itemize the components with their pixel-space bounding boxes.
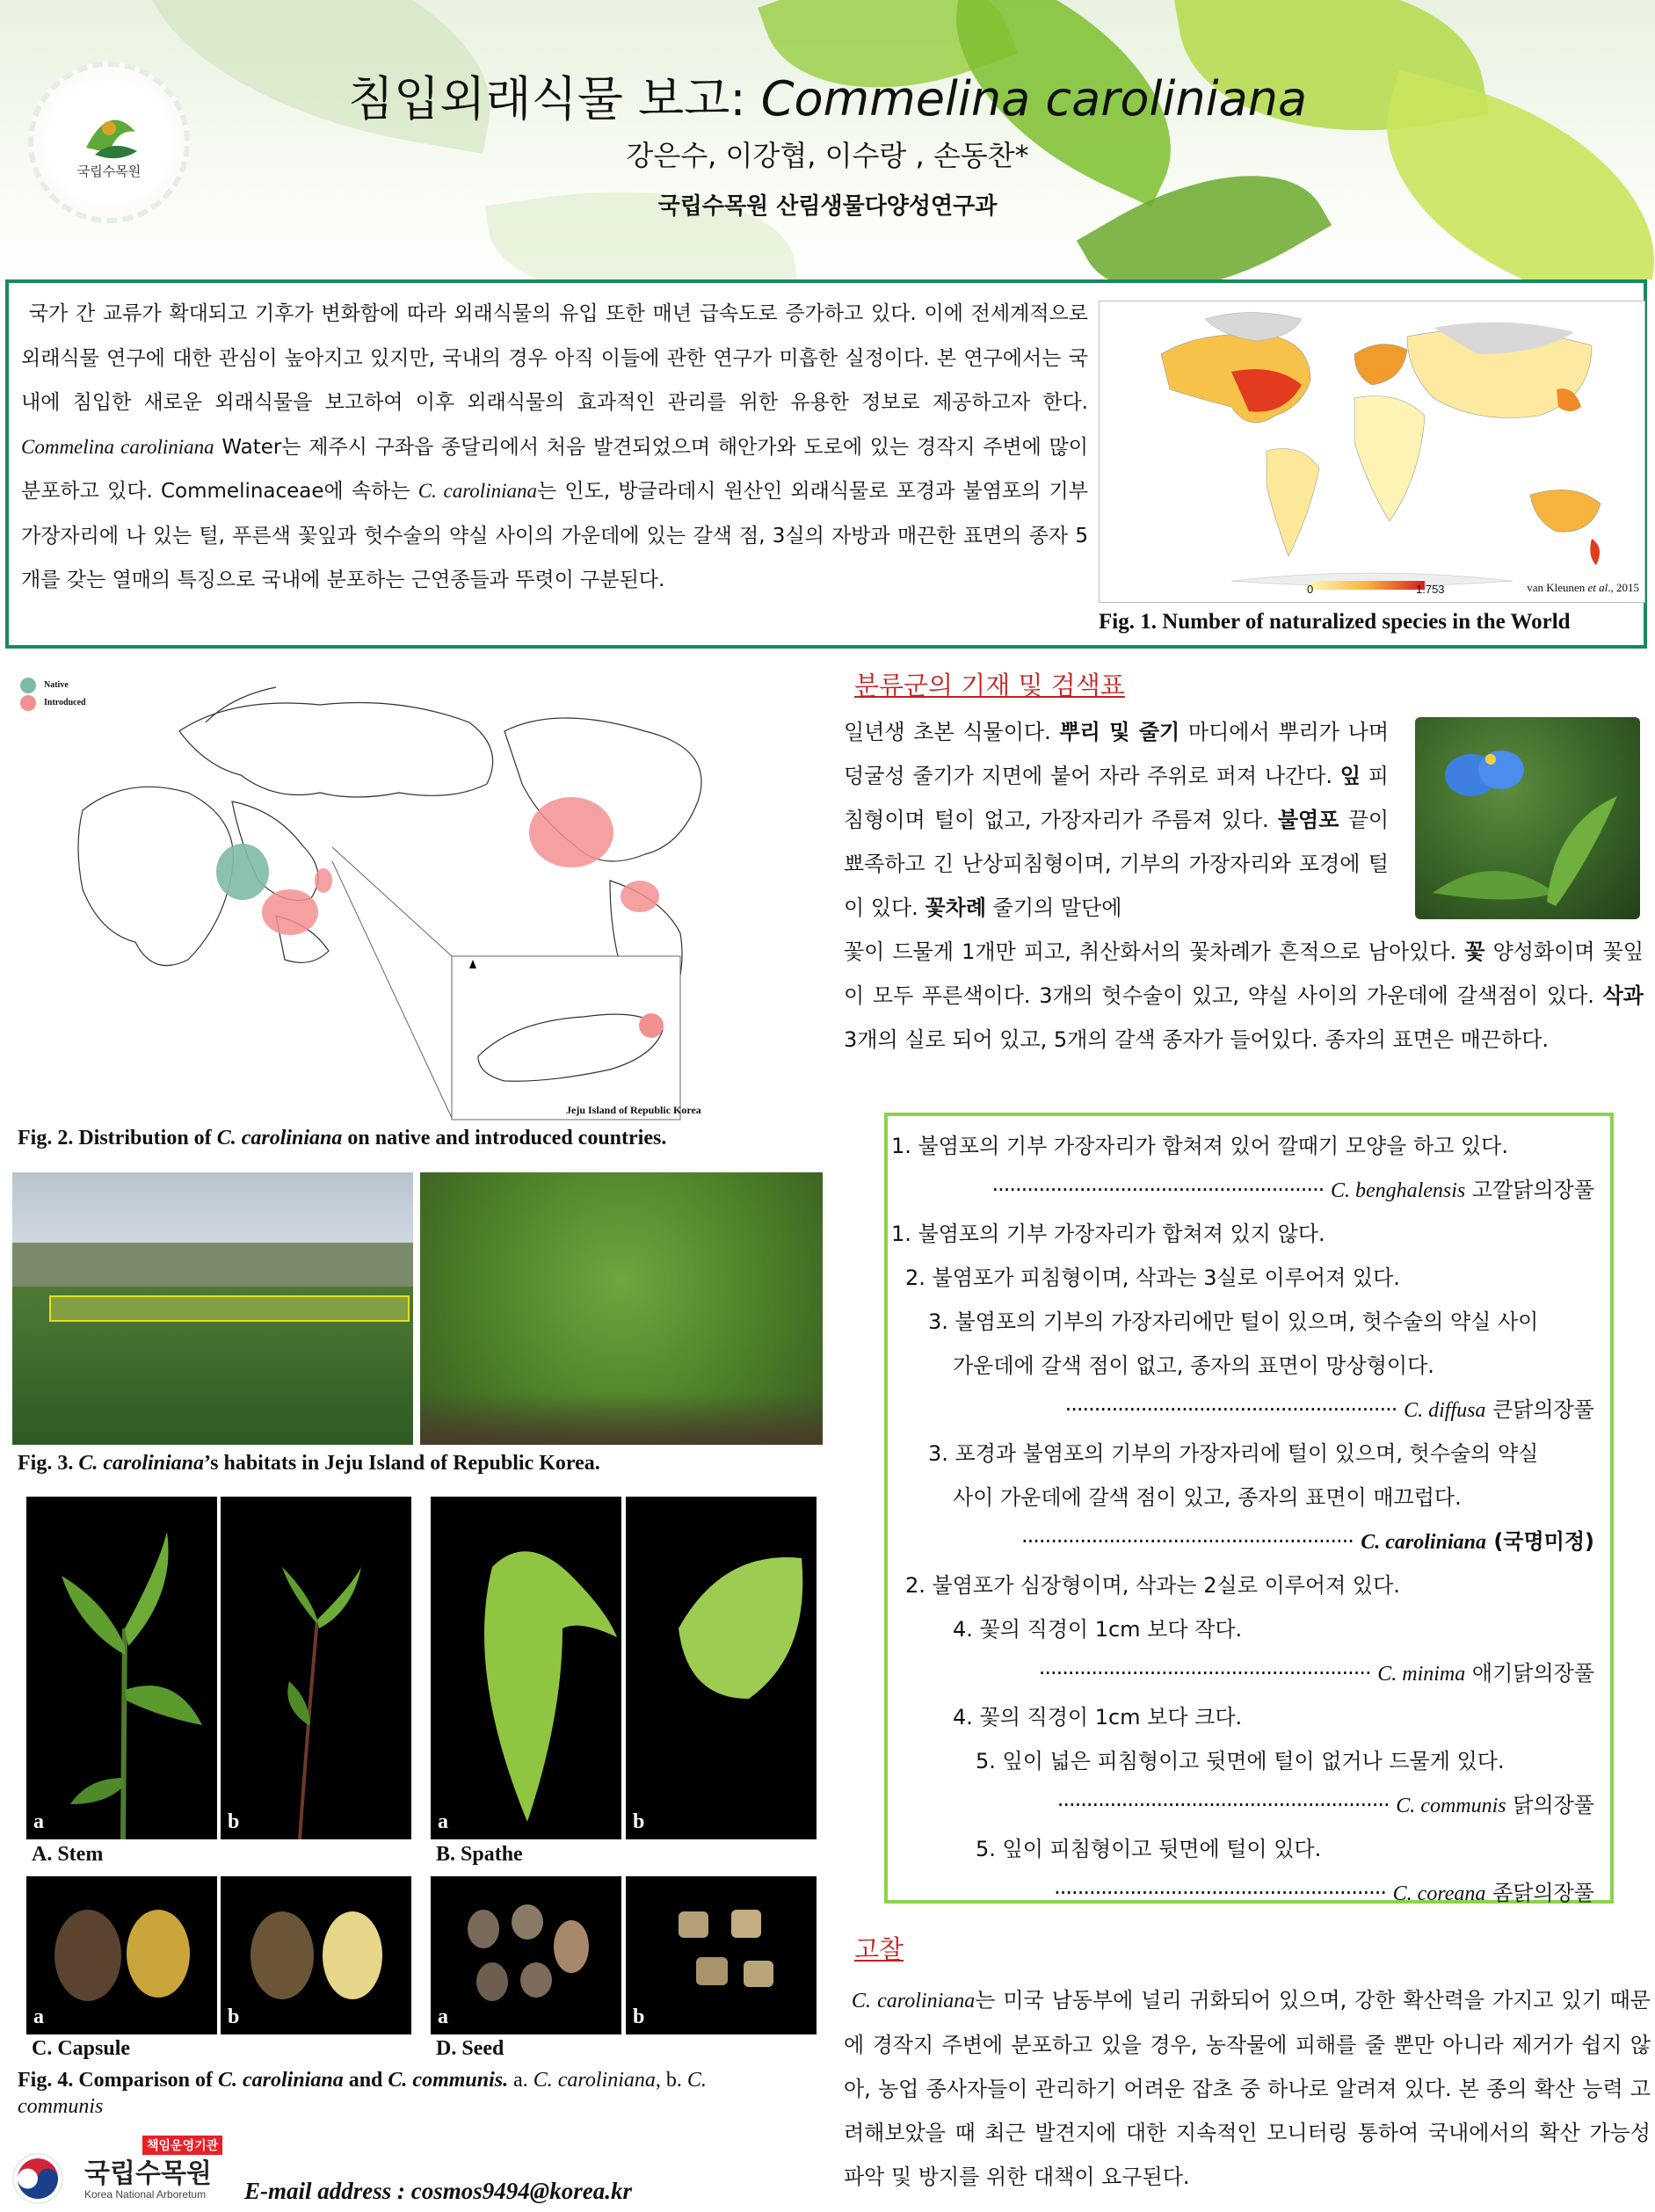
- desc-part: 줄기의 말단에: [986, 896, 1122, 920]
- key-line: 4. 꽃의 직경이 1cm 보다 작다.: [953, 1617, 1243, 1642]
- identification-key: [884, 1113, 1614, 1904]
- seed-b-drawing: [626, 1876, 817, 2034]
- leader-dots: ·························································: [1038, 1661, 1371, 1686]
- title-species: Commelina caroliniana: [760, 71, 1308, 127]
- desc-part: 양성화이며 꽃잎이 모두 푸른색이다. 3개의 헛수술이 있고, 약실 사이의 가운데에 갈색점이 있다.: [844, 939, 1644, 1008]
- scale-max: 1.753: [1416, 583, 1445, 596]
- contact-email: E-mail address : cosmos9494@korea.kr: [244, 2178, 632, 2204]
- caption-part: ’s habitats in Jeju Island of Republic Korea.: [204, 1452, 600, 1475]
- caption-part: Fig. 3.: [18, 1452, 79, 1475]
- species-name: C. communis.: [388, 2069, 509, 2092]
- credit-part: ., 2015: [1608, 581, 1639, 594]
- key-line: 5. 잎이 넓은 피침형이고 뒷면에 털이 없거나 드물게 있다.: [976, 1749, 1505, 1773]
- species-name: C. communis: [1396, 1795, 1506, 1817]
- key-result-target: [1021, 1524, 1594, 1555]
- panel-tag-a: a: [438, 1810, 448, 1833]
- korean-name: (국명미정): [1485, 1529, 1594, 1554]
- fig1-caption: Fig. 1. Number of naturalized species in the World: [1099, 610, 1571, 634]
- species-name: C. caroliniana: [417, 480, 537, 502]
- panel-tag-a: a: [33, 1810, 44, 1833]
- legend-native: Native: [44, 680, 69, 690]
- spathe-photo-a: [431, 1497, 621, 1839]
- species-name: C. caroliniana: [218, 2069, 344, 2092]
- jeju-inset: [452, 956, 680, 1120]
- panel-tag-b: b: [228, 1810, 240, 1833]
- species-name: C. caroliniana: [851, 1990, 976, 2013]
- leader-dots: ·························································: [1054, 1881, 1387, 1905]
- taxonomy-heading: 분류군의 기재 및 검색표: [854, 671, 1125, 700]
- species-name: C. minima: [1377, 1663, 1466, 1686]
- panel-title-seed: D. Seed: [436, 2037, 504, 2060]
- seed-a-drawing: [431, 1876, 621, 2034]
- credit-part: et al: [1587, 581, 1608, 594]
- caption-part: and: [343, 2069, 388, 2092]
- inset-label: Jeju Island of Republic Korea: [566, 1104, 701, 1116]
- key-result: [1039, 1656, 1594, 1686]
- caption-part: Fig. 2. Distribution of: [18, 1127, 217, 1150]
- poster-header: [0, 0, 1655, 279]
- korean-name: 닭의장풀: [1506, 1793, 1594, 1817]
- leader-dots: ·························································: [1056, 1793, 1390, 1817]
- org-name-en: Korea National Arboretum: [84, 2188, 207, 2201]
- key-line: 가운데에 갈색 점이 없고, 종자의 표면이 망상형이다.: [953, 1353, 1434, 1378]
- authors: 강은수, 이강협, 이수랑 , 손동찬*: [626, 139, 1029, 172]
- fig2-caption: [18, 1127, 666, 1150]
- key-line: 2. 불염포가 피침형이며, 삭과는 3실로 이루어져 있다.: [905, 1266, 1400, 1290]
- capsule-photo-a: [26, 1876, 217, 2034]
- fig3-caption: [18, 1452, 600, 1476]
- panel-tag-b: b: [228, 2005, 240, 2028]
- species-name: C. communis: [18, 2069, 707, 2118]
- capsule-b-drawing: [221, 1876, 411, 2034]
- intro-part: 국가 간 교류가 확대되고 기후가 변화함에 따라 외래식물의 유입 또한 매년 급속도로 증가하고 있다. 이에 전세계적으로 외래식물 연구에 대한 관심이 높아지고 있지만, 국내의 경우 아직 이들에 관한 연구가 미흡한 실정이다. 본 연구에서는 국내에 침입한 새로운 외래식물을 보고하여 이후 외래식물의 효과적인 관리를 위한 유용한 정보로 제공하고자 한다.: [21, 302, 1088, 414]
- caption-part: , b.: [655, 2069, 687, 2092]
- caption-part: on native and introduced countries.: [342, 1127, 667, 1150]
- stem-b-drawing: [221, 1497, 411, 1839]
- habitat-highlight: [49, 1295, 410, 1322]
- taxonomy-description: [844, 710, 1389, 930]
- key-line: 2. 불염포가 심장형이며, 삭과는 2실로 이루어져 있다.: [905, 1573, 1400, 1598]
- affiliation: 국립수목원 산림생물다양성연구과: [657, 193, 998, 220]
- leader-dots: ·························································: [1064, 1397, 1397, 1422]
- intro-part: Water는 제주시 구좌읍 종달리에서 처음 발견되었으며 해안가와 도로에 있는 경작지 주변에 많이 분포하고 있다. Commelinaceae에 속하는: [21, 435, 1088, 503]
- panel-title-stem: A. Stem: [32, 1843, 104, 1866]
- key-result: [991, 1172, 1594, 1203]
- desc-part: 꽃이 드물게 1개만 피고, 취산화서의 꽃차례가 흔적으로 남아있다.: [844, 939, 1465, 964]
- species-name: C. caroliniana: [78, 1452, 205, 1475]
- korean-name: 고깔닭의장풀: [1465, 1178, 1594, 1202]
- scale-bar: [1310, 581, 1425, 590]
- key-line: 4. 꽃의 직경이 1cm 보다 크다.: [953, 1705, 1243, 1730]
- flower-photo: [1415, 717, 1640, 919]
- panel-tag-a: a: [33, 2005, 44, 2028]
- seed-photo-b: [626, 1876, 817, 2034]
- desc-keyword: 꽃: [1464, 939, 1485, 964]
- seed-photo-a: [431, 1876, 621, 2034]
- korea-emblem-icon: [9, 2150, 67, 2208]
- capsule-photo-b: [221, 1876, 411, 2034]
- panel-title-capsule: C. Capsule: [32, 2037, 131, 2060]
- introduced-range-marker: [315, 868, 332, 893]
- logo-text: 국립수목원: [76, 163, 142, 179]
- map-credit: [1527, 581, 1639, 595]
- stem-photo-a: [26, 1497, 217, 1839]
- habitat-photo-closeup: [420, 1172, 823, 1445]
- spathe-photo-b: [626, 1497, 817, 1839]
- key-line: 1. 불염포의 기부 가장자리가 합쳐져 있지 않다.: [891, 1222, 1325, 1246]
- legend-introduced: Introduced: [44, 698, 86, 707]
- poster-title: [0, 62, 1655, 129]
- taxonomy-description-continued: [844, 930, 1644, 1062]
- org-name-ko: 국립수목원: [84, 2158, 212, 2189]
- native-range-marker: [216, 844, 269, 900]
- credit-part: van Kleunen: [1527, 581, 1588, 594]
- desc-part: 일년생 초본 식물이다.: [844, 720, 1060, 744]
- panel-tag-b: b: [633, 2005, 645, 2028]
- korean-name: 큰닭의장풀: [1485, 1397, 1594, 1422]
- species-name: Commelina caroliniana: [21, 435, 214, 458]
- badge: 책임운영기관: [142, 2136, 222, 2155]
- desc-keyword: 삭과: [1602, 983, 1644, 1008]
- distribution-map: [12, 670, 821, 1127]
- key-line: 3. 포경과 불염포의 기부의 가장자리에 털이 있으며, 헛수술의 약실: [928, 1441, 1539, 1466]
- korean-name: 애기닭의장풀: [1465, 1661, 1594, 1686]
- key-result: [1057, 1788, 1594, 1818]
- soil: [420, 1392, 823, 1445]
- flower-drawing: [1415, 717, 1640, 919]
- key-line: 5. 잎이 피침형이고 뒷면에 털이 있다.: [976, 1837, 1322, 1861]
- scale-min: 0: [1307, 583, 1314, 596]
- leaf-decoration: [485, 164, 798, 279]
- desc-keyword: 꽃차례: [925, 896, 987, 920]
- capsule-a-drawing: [26, 1876, 217, 2034]
- key-line: 사이 가운데에 갈색 점이 있고, 종자의 표면이 매끄럽다.: [953, 1485, 1462, 1510]
- caption-part: Fig. 4. Comparison of: [18, 2069, 218, 2092]
- species-name: C. caroliniana: [1361, 1531, 1486, 1554]
- species-name: C. benghalensis: [1330, 1179, 1466, 1202]
- introduced-range-marker: [529, 797, 613, 867]
- legend-introduced-swatch: [20, 695, 36, 711]
- key-result: [1065, 1392, 1594, 1423]
- panel-tag-a: a: [438, 2005, 448, 2028]
- key-line: 3. 불염포의 기부의 가장자리에만 털이 있으며, 헛수술의 약실 사이: [928, 1309, 1539, 1334]
- world-naturalized-map: [1099, 301, 1645, 603]
- stem-a-drawing: [26, 1497, 217, 1839]
- introduction-box: [5, 279, 1647, 649]
- habitat-photo-field: [12, 1172, 413, 1445]
- korean-name: 좀닭의장풀: [1485, 1881, 1594, 1905]
- desc-keyword: 불염포: [1277, 808, 1339, 832]
- species-name: C. caroliniana: [533, 2069, 656, 2092]
- fig4-caption: [18, 2067, 791, 2120]
- key-result: [1054, 1875, 1594, 1906]
- discussion-text: [844, 1978, 1651, 2199]
- footer-logo: [9, 2136, 229, 2206]
- panel-tag-b: b: [633, 1810, 645, 1833]
- introduced-range-marker: [262, 889, 318, 935]
- desc-keyword: 잎: [1339, 764, 1361, 788]
- key-line: 1. 불염포의 기부 가장자리가 합쳐져 있어 깔때기 모양을 하고 있다.: [891, 1134, 1508, 1158]
- title-korean: 침입외래식물 보고:: [347, 71, 761, 127]
- desc-part: 피침형이며 털이 없고, 가장자리가 주름져 있다.: [844, 764, 1389, 832]
- introduced-range-marker: [621, 881, 659, 912]
- introduction-text: [21, 292, 1088, 603]
- jeju-record-marker: [639, 1013, 664, 1038]
- species-name: C. caroliniana: [216, 1127, 343, 1150]
- desc-part: 끝이 뾰족하고 긴 난상피침형이며, 기부의 가장자리와 포경에 털이 있다.: [844, 808, 1390, 920]
- panel-title-spathe: B. Spathe: [436, 1843, 523, 1866]
- leader-dots: ·························································: [1021, 1529, 1354, 1554]
- discussion-body: 는 미국 남동부에 널리 귀화되어 있으며, 강한 확산력을 가지고 있기 때문에 경작지 주변에 분포하고 있을 경우, 농작물에 피해를 줄 뿐만 아니라 제거가 쉽지 않아, 농업 종사자들이 관리하기 어려운 잡초 중 하나로 알려져 있다. 본 종의 확산 능력 고려해보았을 때 최근 발견지에 대한 지속적인 모니터링 통하여 국내에서의 확산 가능성 파악 및 방지를 위한 대책이 요구된다.: [844, 1988, 1651, 2189]
- distribution-map-svg: [12, 670, 821, 1127]
- intro-part: 는 인도, 방글라데시 원산인 외래식물로 포경과 불염포의 기부 가장자리에 나 있는 털, 푸른색 꽃잎과 헛수술의 약실 사이의 가운데에 있는 갈색 점, 3실의 자방과 매끈한 표면의 종자 5개를 갖는 열매의 특징으로 국내에 분포하는 근연종들과 뚜렷이 구분된다.: [21, 480, 1088, 591]
- stem-photo-b: [221, 1497, 411, 1839]
- leader-dots: ·························································: [991, 1178, 1325, 1202]
- species-name: C. coreana: [1392, 1882, 1486, 1905]
- desc-part: 마디에서 뿌리가 나며 덩굴성 줄기가 지면에 붙어 자라 주위로 퍼져 나간다.: [844, 720, 1390, 788]
- spathe-a-drawing: [431, 1497, 621, 1839]
- caption-part: a.: [508, 2069, 534, 2092]
- desc-keyword: 뿌리 및 줄기: [1059, 720, 1180, 744]
- discussion-heading: 고찰: [854, 1934, 904, 1964]
- legend-native-swatch: [20, 678, 36, 693]
- species-name: C. diffusa: [1404, 1399, 1486, 1422]
- spathe-b-drawing: [626, 1497, 817, 1839]
- desc-part: 3개의 실로 되어 있고, 5개의 갈색 종자가 들어있다. 종자의 표면은 매끈하다.: [844, 1027, 1550, 1052]
- world-choropleth: [1100, 301, 1644, 602]
